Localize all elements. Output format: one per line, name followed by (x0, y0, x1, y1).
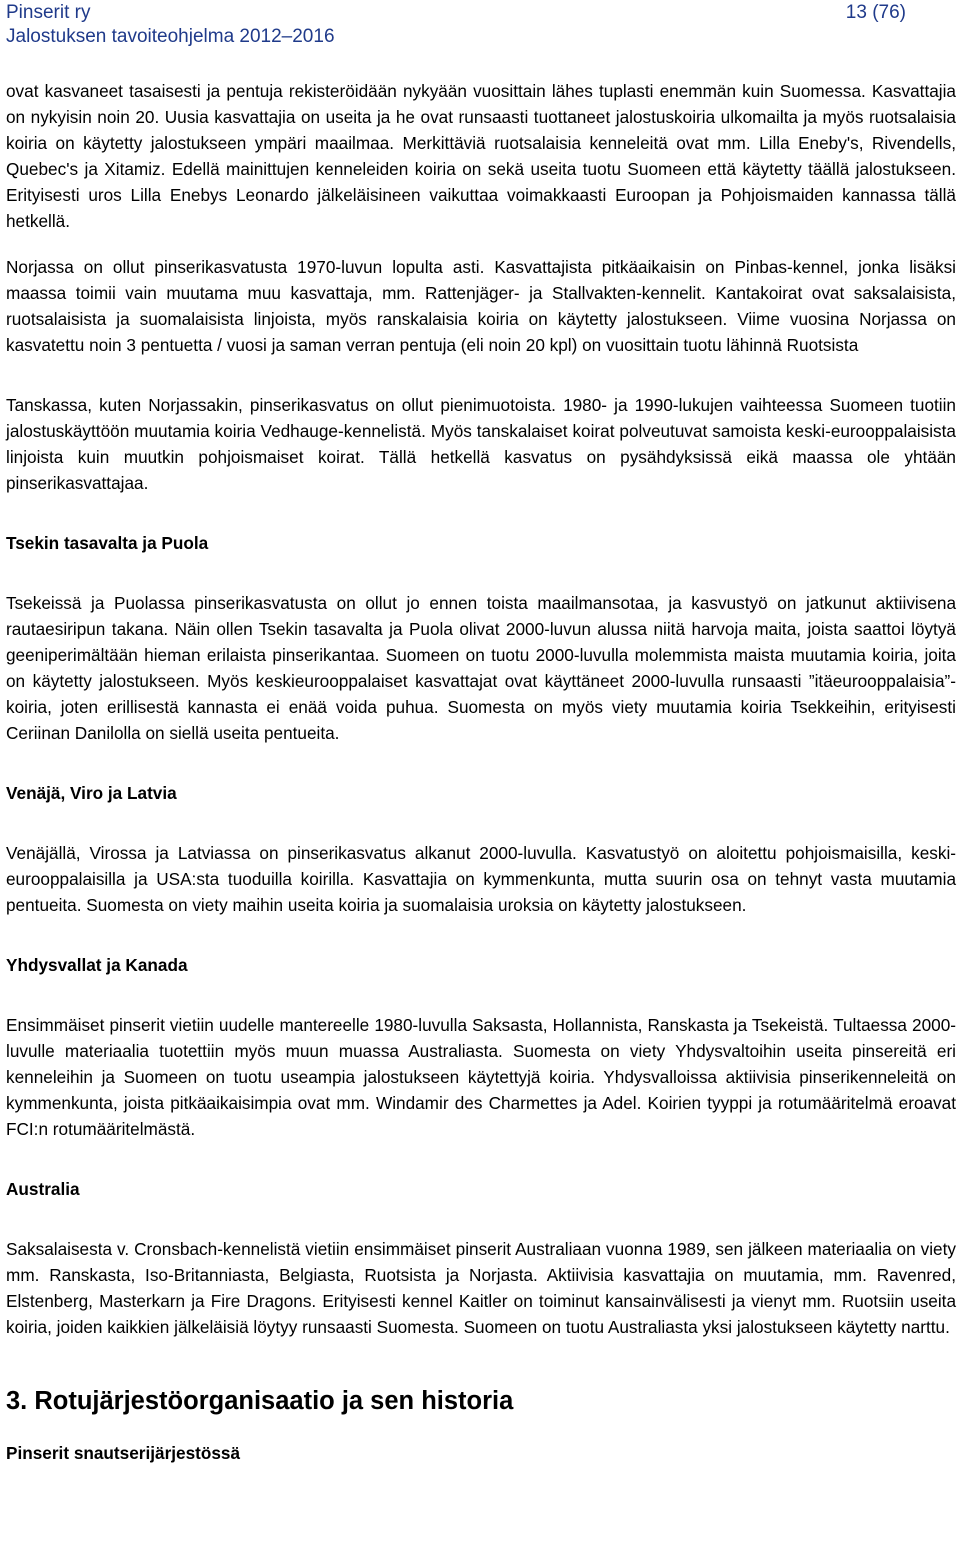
paragraph-australia: Saksalaisesta v. Cronsbach-kennelistä vietiin ensimmäiset pinserit Australiaan vuonna 1989, sen jälkeen materiaalia on viety mm. Ranskasta, Iso-Britanniasta, Belgiasta, Ruotsista ja Norjasta. Aktiivisia kasvattajia on muutamia, mm. Ravenred, Elstenberg, Masterkarn ja Fire Dragons. Erityisesti kennel Kaitler on toiminut kansainvälisesti ja vienyt mm. Ruotsiin useita koiria, joiden kaikkien jälkeläisiä löytyy runsaasti Suomesta. Suomeen on tuotu Australiasta yksi jalostukseen käytetty narttu. (6, 1239, 956, 1337)
heading-pinschers-in-schnauzer-club: Pinserit snautserijärjestössä (6, 1443, 241, 1463)
paragraph-czech-poland: Tsekeissä ja Puolassa pinserikasvatusta on ollut jo ennen toista maailmansotaa, ja kasvustyö on jatkunut aktiivisena rautaesiripun takana. Näin ollen Tsekin tasavalta ja Puola olivat 2000-luvun alussa niitä harvoja maita, joista saattoi löytyä geeniperimältään hieman erilaista pinserikantaa. Suomeen on tuotu 2000-luvulla molemmista maista muutamia koiria, joita on käytetty jalostukseen. Myös keskieurooppalaiset kasvattajat ovat käyttäneet 2000-luvulla runsaasti ”itäeurooppalaisia”-koiria, joten erillisestä kannasta ei enää voida puhua. Suomesta on myös viety muutamia koiria Tsekkeihin, erityisesti Ceriinan Danilolla on siellä useita pentueita. (6, 593, 956, 743)
heading-australia: Australia (6, 1179, 80, 1199)
paragraph-denmark: Tanskassa, kuten Norjassakin, pinserikasvatus on ollut pienimuotoista. 1980- ja 1990-lukujen vaihteessa Suomeen tuotiin jalostuskäyttöön muutamia koiria Vedhauge-kennelistä. Myös tanskalaiset koirat polveutuvat samoista keski-eurooppalaisista linjoista kuin muutkin pohjoismaiset koirat. Tällä hetkellä kasvatus on pysähdyksissä eikä maassa ole yhtään pinserikasvattajaa. (6, 395, 956, 493)
chapter-heading: 3. Rotujärjestöorganisaatio ja sen historia (6, 1387, 514, 1415)
paragraph-norway: Norjassa on ollut pinserikasvatusta 1970-luvun lopulta asti. Kasvattajista pitkäaikaisin on Pinbas-kennel, jonka lisäksi maassa toimii vain muutama muu kasvattaja, mm. Rattenjäger- ja Stallvakten-kennelit. Kantakoirat ovat saksalaisista, ruotsalaisista ja suomalaisista linjoista, myös ranskalaisia koiria on käytetty jalostukseen. Viime vuosina Norjassa on kasvatettu noin 3 pentuetta / vuosi ja saman verran pentuja (eli noin 20 kpl) on vuosittain tuotu lähinnä Ruotsista (6, 257, 956, 355)
heading-usa-canada: Yhdysvallat ja Kanada (6, 955, 188, 975)
page-header (6, 0, 906, 48)
paragraph-sweden: ovat kasvaneet tasaisesti ja pentuja rekisteröidään nykyään vuosittain lähes tuplasti enemmän kuin Suomessa. Kasvattajia on nykyisin noin 20. Uusia kasvattajia on useita ja he ovat runsaasti tuottaneet jalostuskoiria ulkomailta ja myös ruotsalaisia koiria on käytetty jalostukseen ympäri maailmaa. Merkittäviä ruotsalaisia kenneleitä ovat mm. Lilla Eneby's, Rivendells, Quebec's ja Xitamiz. Edellä mainittujen kenneleiden koiria on sekä useita tuotu Suomeen että käytetty täällä jalostukseen. Erityisesti uros Lilla Enebys Leonardo jälkeläisineen vaikuttaa voimakkaasti Euroopan ja Pohjoismaiden kannassa tällä hetkellä. (6, 81, 956, 231)
paragraph-usa-canada: Ensimmäiset pinserit vietiin uudelle mantereelle 1980-luvulla Saksasta, Hollannista, Ranskasta ja Tsekeistä. Tultaessa 2000-luvulle materiaalia tuotettiin myös muun muassa Australiasta. Suomesta on viety Yhdysvaltoihin useita pinsereitä eri kenneleihin ja Suomeen on tuotu useampia jalostukseen käytettyjä koiria. Yhdysvalloissa aktiivisia pinserikenneleitä on kymmenkunta, joista pitkäaikaisimpia ovat mm. Windamir des Charmettes ja Adel. Koirien tyyppi ja rotumääritelmä eroavat FCI:n rotumääritelmästä. (6, 1015, 956, 1139)
header-organization: Pinserit ry (6, 2, 91, 23)
header-page-number: 13 (76) (845, 2, 906, 23)
document-body (6, 78, 956, 1466)
heading-russia-estonia-latvia: Venäjä, Viro ja Latvia (6, 783, 177, 803)
paragraph-russia-estonia-latvia: Venäjällä, Virossa ja Latviassa on pinserikasvatus alkanut 2000-luvulla. Kasvatustyö on aloitettu pohjoismaisilla, keski-eurooppalaisilla ja USA:sta tuoduilla koirilla. Kasvattajia on kymmenkunta, mutta suurin osa on tehnyt vasta muutamia pentueita. Suomesta on viety maihin useita koiria ja suomalaisia uroksia on käytetty jalostukseen. (6, 843, 956, 915)
heading-czech-poland: Tsekin tasavalta ja Puola (6, 533, 209, 553)
header-document-title: Jalostuksen tavoiteohjelma 2012–2016 (6, 26, 335, 47)
